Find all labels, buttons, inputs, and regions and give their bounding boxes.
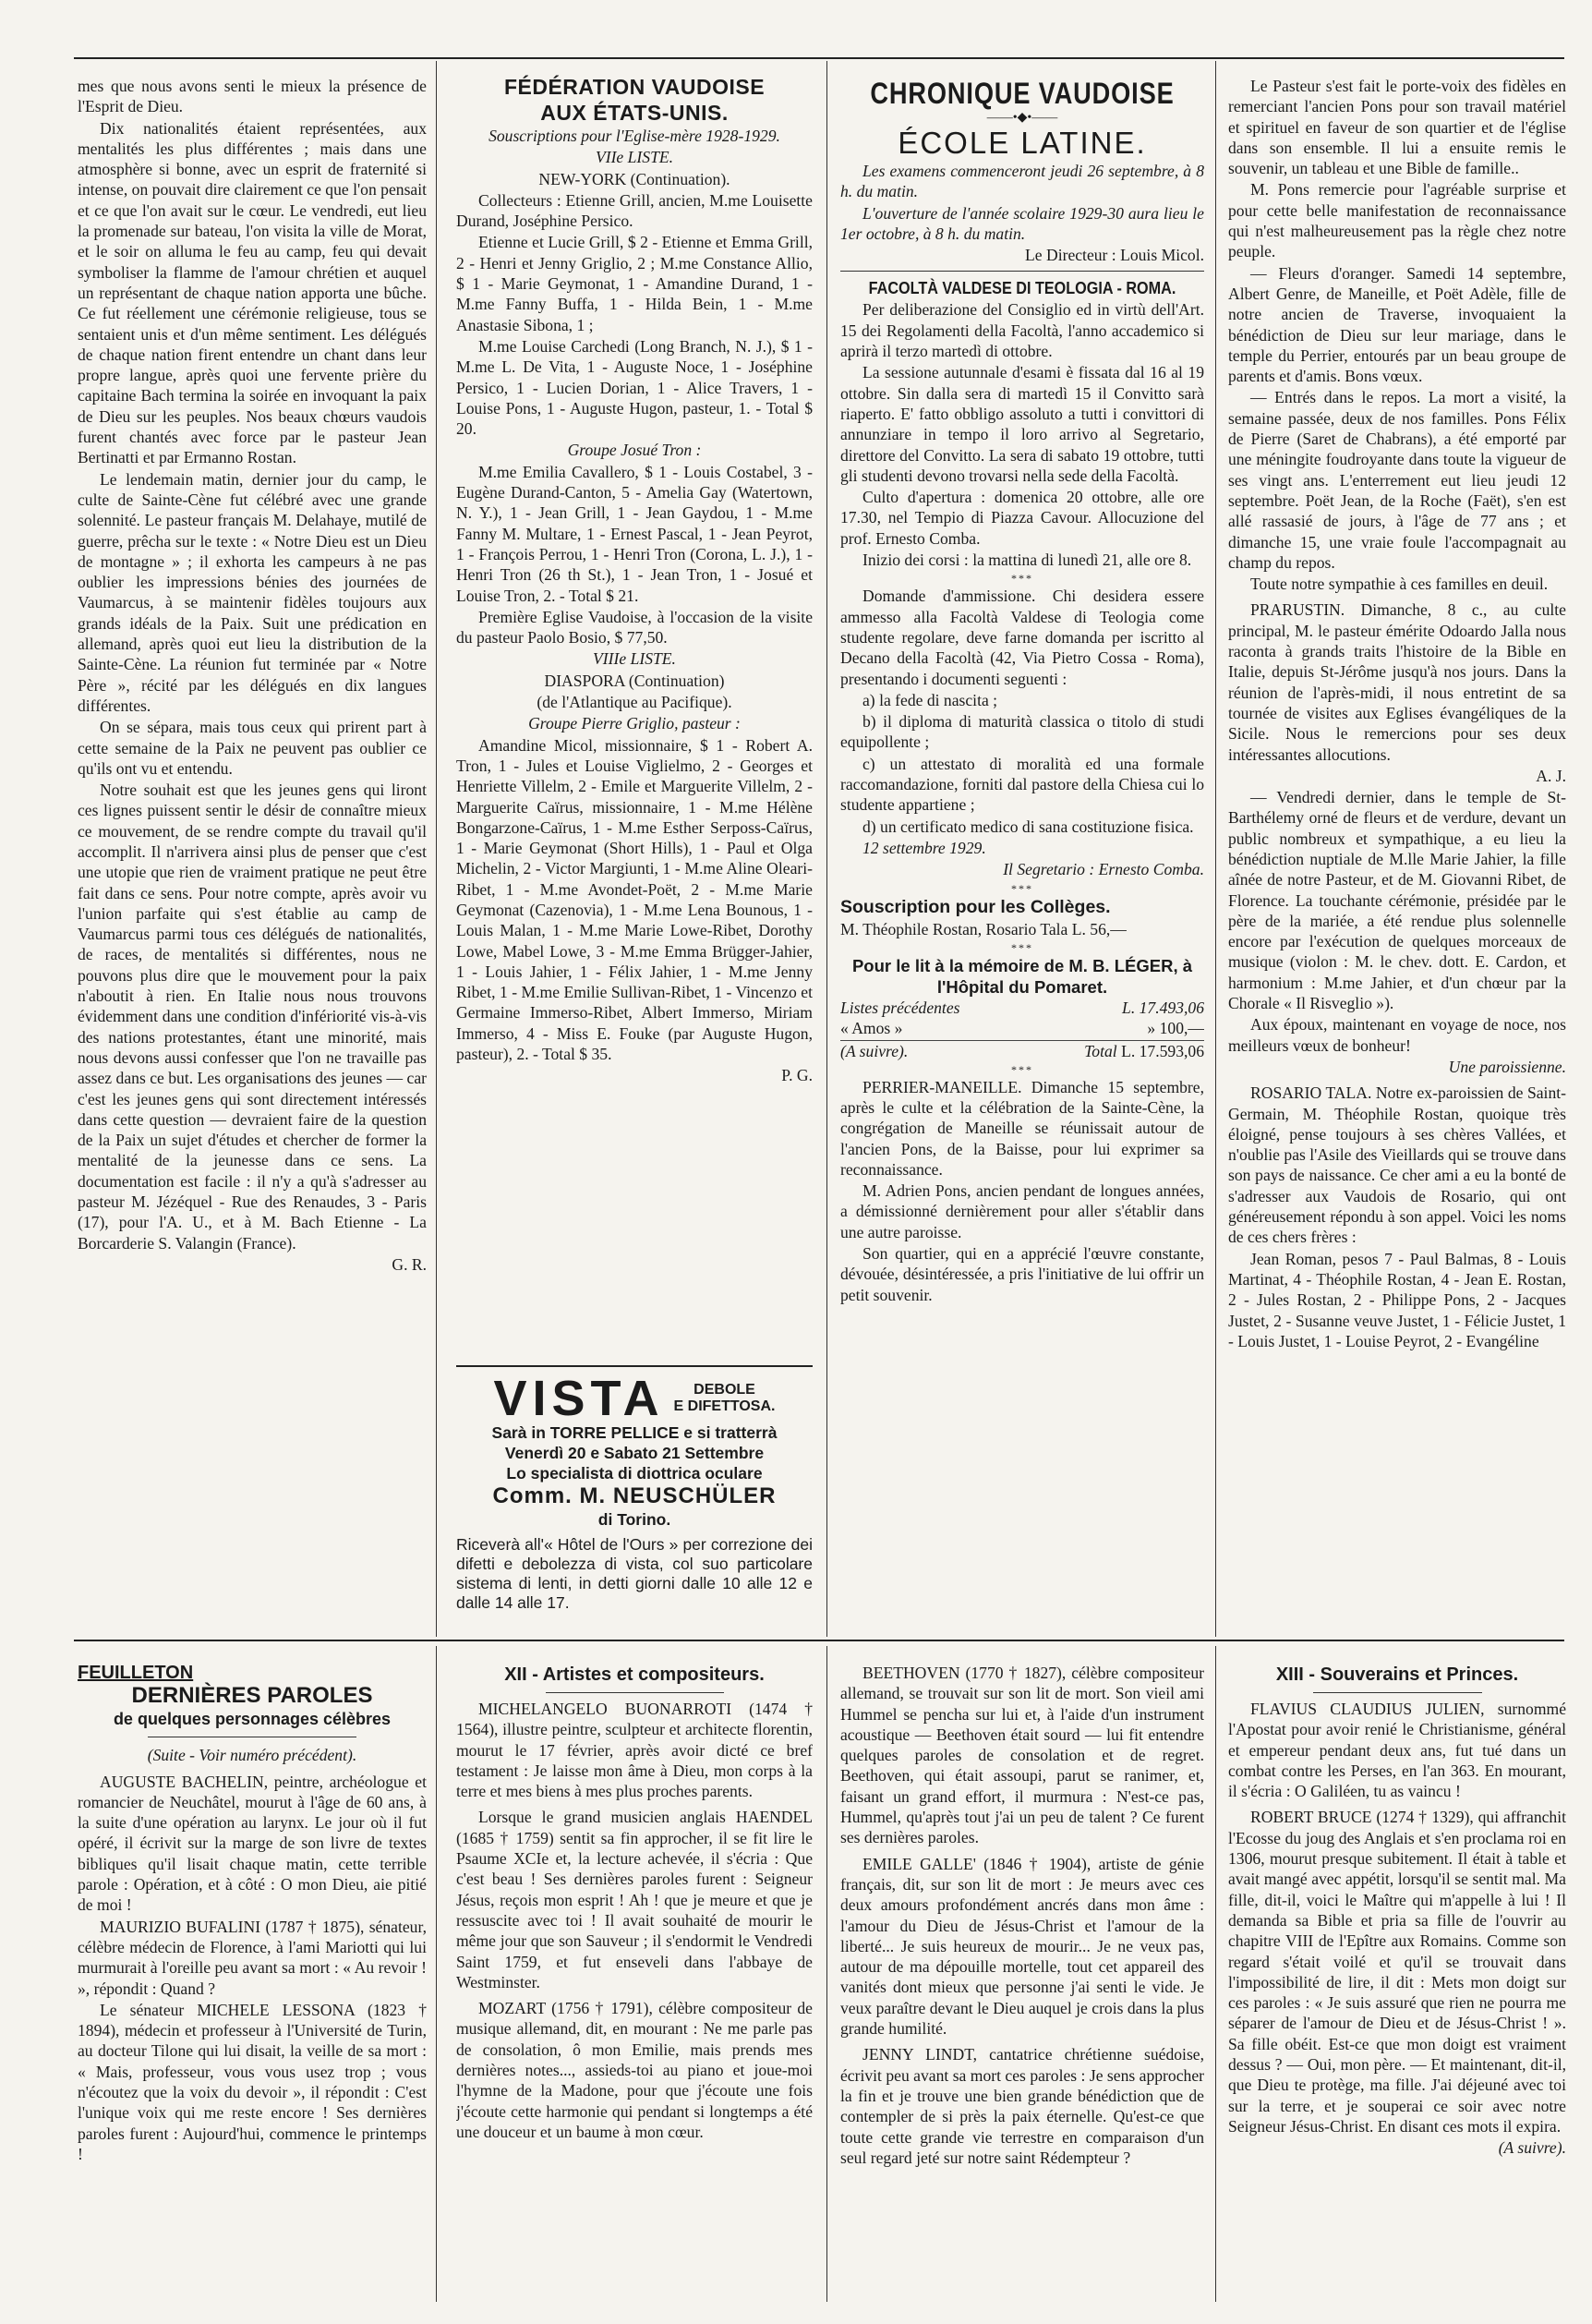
paragraph: Le Pasteur s'est fait le porte-voix des fidèles en remerciant l'ancien Pons pour son travail matériel et spirituel en faveur de son quartier et de l'église dans son ensemble. Il lui a ensuite remis le souvenir, un tableau et une Bible de famille.. [1228, 77, 1566, 178]
souverains-column [1228, 1663, 1566, 2309]
paragraph: BEETHOVEN (1770 † 1827), célèbre compositeur allemand, se trouvait sur son lit de mort. Son vieil ami Hummel se pencha sur lui et, à l'aide d'un instrument acoustique — Beethoven était sourd — lui fit entendre quelques paroles de consolation et de regret. Beethoven, qui était assoupi, parut se ranimer, et, faisant un grand effort, il murmura : N'est-ce pas, Hummel, qu'après tout j'ai un peu de talent ? Ce furent ses dernières paroles. [840, 1664, 1204, 1847]
federation-column [456, 74, 813, 1349]
paragraph: MICHELANGELO BUONARROTI (1474 † 1564), illustre peintre, sculpteur et architecte florentin, mourut le 17 février, après avoir dicté ce bref testament : Je laisse mon âme à Dieu, mon corps à la terre et mes biens à mes plus proches parents. [456, 1700, 813, 1801]
total-row [840, 1040, 1204, 1061]
top-rule [74, 57, 1564, 59]
separator: *** [1011, 881, 1033, 895]
feuilleton-label: FEUILLETON [78, 1663, 194, 1683]
paragraph: Jean Roman, pesos 7 - Paul Balmas, 8 - Louis Martinat, 4 - Théophile Rostan, 4 - Jean E. Rostan, 2 - Jules Rostan, 2 - Philippe Pons, 2 - Jacques Justet, 2 - Susanne veuve Justet, 1 - Félicie Justet, 1 - Louis Justet, 1 - Louise Peyrot, 2 - Evangéline [1228, 1249, 1566, 1350]
list-item: c) un attestato di moralità ed una formale raccomandazione, forniti dal pastore della Chiesa cui lo studente appartiene ; [840, 754, 1204, 815]
separator: *** [1011, 940, 1033, 954]
amount-value: » 100,— [1147, 1019, 1204, 1038]
paragraph: — Fleurs d'oranger. Samedi 14 septembre, Albert Genre, de Maneille, et Poët Adèle, fille de notre ancien de Traverse, invoquaient la bénédiction de Dieu sur leur mariage, dans le temple du Perrier, entourés par un beau groupe de parents et d'amis. Bons vœux. [1228, 263, 1566, 386]
continuation-note: (Suite - Voir numéro précédent). [147, 1746, 357, 1765]
paragraph: M. Pons remercie pour l'agréable surprise et pour cette belle manifestation de reconnaissance qui n'est malheureusement pas la règle chez notre peuple. [1228, 180, 1566, 261]
vista-advertisement [456, 1365, 813, 1635]
ad-headline-sub: DEBOLE [693, 1382, 755, 1398]
paragraph: M.me Louise Carchedi (Long Branch, N. J.), $ 1 - M.me L. De Vita, 1 - Auguste Noce, 1 - Joséphine Persico, 1 - Lucien Dorian, 1 - Alice Travers, 1 - Louise Pons, 1 - Auguste Hugon, pasteur, 1. - Total $ 20. [456, 336, 813, 439]
paragraph: La sessione autunnale d'esami è fissata dal 16 al 19 ottobre. Sin dalla sera di martedì 15 il Convitto sarà riaperto. E' fatto obbligo assoluto a tutti i convittori di annunziare in tempo il loro arrivo al Segretario, direttore del Convitto. La sera di sabato 19 ottobre, tutti gli studenti devono trovarsi nella sede della Facoltà. [840, 363, 1204, 485]
subscription-line: M. Théophile Rostan, Rosario Tala L. 56,— [840, 919, 1127, 938]
amount-row [840, 998, 1204, 1018]
paragraph: Inizio dei corsi : la mattina di lunedì 21, alle ore 8. [862, 551, 1192, 570]
paragraph: Etienne et Lucie Grill, $ 2 - Etienne et Emma Grill, 2 - Henri et Jenny Griglio, 2 ; M.me Constance Allio, $ 1 - Marie Geymonat, 1 - Amandine Durand, 1 - M.me Fanny Buffa, 1 - Hilda Bein, 1 - M.me Anastasie Sibona, 1 ; [456, 233, 813, 334]
list-item: b) il diploma di maturità classica o titolo di studi equipollente ; [840, 712, 1204, 752]
suivre-note: (A suivre). [840, 1042, 909, 1061]
group-heading: Groupe Pierre Griglio, pasteur : [528, 714, 741, 733]
paragraph: mes que nous avons senti le mieux la présence de l'Esprit de Dieu. [78, 77, 427, 116]
location-heading: NEW-YORK (Continuation). [538, 169, 730, 188]
list-item: a) la fede di nascita ; [862, 690, 998, 709]
paragraph: MOZART (1756 † 1791), célèbre compositeur de musique allemand, dit, en mourant : Ne me parle pas de consolation, ô mon Emilie, mais prends mes dernières notes..., assieds-toi au piano et joue-moi l'hymne de la Madone, pour que j'écoute une fois j'écoute cette harmonie qui pendant si longtemps a été une douceur et un baume à mon cœur. [456, 1999, 813, 2141]
column-divider [436, 1646, 437, 2302]
paragraph: M. Adrien Pons, ancien pendant de longues années, a démissionné dernièrement pour aller s'établir dans une autre paroisse. [840, 1181, 1204, 1241]
column-divider [1215, 1646, 1216, 2302]
section-title: AUX ÉTATS-UNIS. [540, 101, 729, 125]
date: 12 settembre 1929. [862, 838, 986, 857]
subtitle: Souscriptions pour l'Eglise-mère 1928-1929. [488, 127, 780, 145]
total-value: L. 17.593,06 [1121, 1042, 1204, 1061]
column-divider [436, 61, 437, 1637]
signature: G. R. [392, 1254, 427, 1274]
ad-specialist-name: Comm. M. NEUSCHÜLER [492, 1483, 777, 1508]
ad-line: di Torino. [597, 1510, 671, 1529]
paragraph: Le sénateur MICHELE LESSONA (1823 † 1894), médecin et professeur à l'Université de Turin, au docteur Tilone qui lui disait, la veille de sa mort : « Mais, professeur, vous vous usez trop ; vous n'écoutez que la voix du devoir », il répondit : C'est l'unique voix qui me reste encore ! Ses dernières paroles furent : Aujourd'hui, commence le printemps ! [78, 2000, 427, 2163]
paragraph: Collecteurs : Etienne Grill, ancien, M.me Louisette Durand, Joséphine Persico. [456, 190, 813, 231]
list-heading: VIIe LISTE. [595, 148, 674, 167]
signature: Il Segretario : Ernesto Comba. [1003, 860, 1204, 879]
signature: A. J. [1536, 766, 1566, 785]
continuation-note: (A suivre). [1498, 2138, 1566, 2158]
paragraph: Toute notre sympathie à ces familles en deuil. [1250, 575, 1549, 594]
signature: P. G. [781, 1066, 813, 1085]
ad-headline-sub: E DIFETTOSA. [673, 1398, 776, 1414]
list-item: d) un certificato medico di sana costituzione fisica. [862, 817, 1194, 836]
amount-value: L. 17.493,06 [1122, 998, 1204, 1017]
separator: *** [1011, 572, 1033, 586]
amount-label: « Amos » [840, 1019, 903, 1038]
paragraph: Culto d'apertura : domenica 20 ottobre, alle ore 17.30, nel Tempio di Piazza Cavour. Allocuzione del prof. Ernesto Comba. [840, 488, 1204, 548]
amount-label: Listes précédentes [840, 998, 960, 1017]
total-label: Total [1084, 1042, 1117, 1061]
paragraph: EMILE GALLE' (1846 † 1904), artiste de génie français, dit, sur son lit de mort : Je meurs avec ces deux amours profondément ancrés dans mon âme : l'amour du Dieu de Jésus-Christ et l'amour de la liberté... Je suis heureux de mourir... Je ne veux pas, autour de ma dépouille mortelle, tout cet appareil des vanités dont mieux que personne j'ai senti le vide. Je veux paraître devant le Dieu auquel je crois dans la plus grande humilité. [840, 1854, 1204, 2039]
article-column-4 [1228, 76, 1566, 1637]
group-heading: Groupe Josué Tron : [567, 441, 702, 460]
paragraph: Les examens commenceront jeudi 26 septembre, à 8 h. du matin. [840, 162, 1204, 201]
section-title: CHRONIQUE VAUDOISE [870, 77, 1175, 110]
signature: Une paroissienne. [1448, 1057, 1566, 1076]
article-title: ÉCOLE LATINE. [898, 126, 1147, 160]
feuilleton-rule [74, 1640, 1564, 1641]
paragraph: Première Eglise Vaudoise, à l'occasion de la visite du pasteur Paolo Bosio, $ 77,50. [456, 607, 813, 648]
paragraph: AUGUSTE BACHELIN, peintre, archéologue et romancier de Neuchâtel, mourut à l'âge de 60 ans, à la suite d'une opération au larynx. Le jour où il fut opéré, il écrivit sur la marge de son livre de textes bibliques qu'il lisait chaque matin, cette terrible parole : Opération, et à côté : O mon Dieu, aie pitié de moi ! [78, 1772, 427, 1915]
paragraph: Notre souhait est que les jeunes gens qui liront ces lignes puissent sentir le désir de connaître mieux ce mouvement, de se rendre compte du travail qu'il accomplit. Il n'arrivera ainsi plus de penser que c'est une utopie que rien de vraiment pratique ne peut être fait dans ce sens. Pour notre compte, après avoir vu l'union parfaite qui s'est établie au camp de Vaumarcus parmi tous ces délégués de nationalités, de races, de mentalités si différentes, nous ne pouvons plus dire que le mouvement pour la paix n'aboutit à rien. En Italie nous nous trouvons évidemment dans une condition d'infériorité vis-à-vis des nations protestantes, étant une minorité, mais nous devons aussi confesser que l'on ne travaille pas assez dans ce but. Les organisations des jeunes — car c'est les jeunes gens qui sont directement intéressés dans cette question — devraient faire de la question de la Paix un sujet d'études et chercher de former la mentalité de la jeunesse dans ce sens. La documentation est facile : il n'y a qu'à s'adresser au pasteur M. Jézéquel - Rue des Renaudes, 3 - Paris (17), pour l'A. U., et à M. Bach Etienne - La Borcarderie S. Valangin (France). [78, 781, 427, 1253]
paragraph: FLAVIUS CLAUDIUS JULIEN, surnommé l'Apostat pour avoir renié le Christianisme, général et empereur pendant deux ans, fut tué dans un combat contre les Perses, en l'an 363. En mourant, il s'écria : O Galiléen, tu as vaincu ! [1228, 1700, 1566, 1801]
signature: Le Directeur : Louis Micol. [1025, 246, 1204, 265]
paragraph: — Vendredi dernier, dans le temple de St-Barthélemy orné de fleurs et de verdure, devant un public nombreux et sympathique, a eu lieu la bénédiction nuptiale de M.lle Marie Jahier, la fille aînée de notre Pasteur, et de M. Giovanni Ribet, de Florence. La touchante cérémonie, présidée par le père de la mariée, a été rendue plus solennelle encore par l'exécution de quelques morceaux de musique (violon : M. le chev. dott. E. Cardon, et harmonium : M.me Jahier, et d'un chœur par la Chorale « Il Risveglio »). [1228, 788, 1566, 1013]
column-divider [1215, 61, 1216, 1637]
location-subheading: (de l'Atlantique au Pacifique). [537, 693, 732, 712]
paragraph: Aux époux, maintenant en voyage de noce, nos meilleurs vœux de bonheur! [1228, 1015, 1566, 1055]
ad-headline: VISTA [493, 1371, 665, 1426]
chronique-column [840, 76, 1204, 1637]
paragraph: Per deliberazione del Consiglio ed in virtù dell'Art. 15 dei Regolamenti della Facoltà, l'anno accademico si aprirà il terzo martedì di ottobre. [840, 300, 1204, 361]
list-heading: VIIIe LISTE. [593, 649, 676, 669]
paragraph: MAURIZIO BUFALINI (1787 † 1875), sénateur, célèbre médecin de Florence, à l'ami Mariotti qui lui murmurait à l'oreille peu avant sa mort : « Au revoir ! », répondit : Quand ? [78, 1917, 427, 1998]
paragraph: PRARUSTIN. Dimanche, 8 c., au culte principal, M. le pasteur émérite Odoardo Jalla nous raconta à grands traits l'histoire de la Bible en Italie, depuis St-Jérôme jusqu'à nos jours. Dans la réunion de l'après-midi, il nous entretint de sa tournée de visites aux Eglises évangéliques de la Sicile. Nous le remercions pour ses deux intéressantes allocutions. [1228, 600, 1566, 764]
beethoven-column [840, 1663, 1204, 2309]
feuilleton-column [78, 1663, 427, 2309]
ad-body: Riceverà all'« Hôtel de l'Ours » per correzione dei difetti e debolezza di vista, col suo particolare sistema di lenti, in detti giorni dalle 10 alle 12 e dalle 14 alle 17. [456, 1535, 813, 1612]
paragraph: — Entrés dans le repos. La mort a visité, la semaine passée, deux de nos familles. Pons Félix de Pierre (Saret de Chabrans), a été emporté par une méningite foudroyante dans toute la vigueur de ses vingt ans. L'enterrement eut lieu jeudi 12 septembre. Poët Jean, de la Roche (Faët), s'en est allé rassasié de jours, à l'âge de 77 ans ; et dimanche 15, une vraie foule l'accompagnait au champ du repos. [1228, 388, 1566, 572]
paragraph: Domande d'ammissione. Chi desidera essere ammesso alla Facoltà Valdese di Teologia come studente regolare, deve farne domanda per iscritto al Decano della Facoltà (42, Via Pietro Cossa - Roma), presentando i documenti seguenti : [840, 587, 1204, 688]
feuilleton-title: DERNIÈRES PAROLES [131, 1683, 373, 1709]
article-title: Souscription pour les Collèges. [840, 896, 1111, 917]
paragraph: PERRIER-MANEILLE. Dimanche 15 septembre, après le culte et la célébration de la Sainte-Cène, la congrégation de Maneille se réunissait autour de l'ancien Pons, de la Baisse, pour lui exprimer sa reconnaissance. [840, 1077, 1204, 1179]
ad-line: Sarà in TORRE PELLICE e si tratterrà [491, 1423, 778, 1442]
ornament: ——•◆•—— [986, 111, 1058, 125]
paragraph: Son quartier, qui en a apprécié l'œuvre constante, dévouée, désintéressée, a pris l'initiative de lui offrir un petit souvenir. [840, 1244, 1204, 1304]
section-title: XII - Artistes et compositeurs. [504, 1664, 765, 1685]
section-title: XIII - Souverains et Princes. [1275, 1664, 1519, 1685]
article-title: FACOLTÀ VALDESE DI TEOLOGIA - ROMA. [868, 279, 1176, 298]
ad-line: Venerdì 20 e Sabato 21 Settembre [504, 1444, 765, 1462]
column-divider [826, 1646, 827, 2302]
feuilleton-subtitle: de quelques personnages célèbres [113, 1710, 392, 1729]
section-title: FÉDÉRATION VAUDOISE [503, 75, 766, 99]
artistes-column [456, 1663, 813, 2309]
paragraph: L'ouverture de l'année scolaire 1929-30 aura lieu le 1er octobre, à 8 h. du matin. [840, 203, 1204, 243]
paragraph: Le lendemain matin, dernier jour du camp, le culte de Sainte-Cène fut célébré avec une grande solennité. Le pasteur français M. Delahaye, mutilé de guerre, prêcha sur le texte : « Notre Dieu est un Dieu de montagne » ; il exhorta les campeurs à ne pas oublier les impressions bénies des journées de Vaumarcus, à se maintenir fidèles toujours aux grands idéals de la Paix. Suit une prédication en allemand, après quoi eut lieu la distribution de la Sainte-Cène. La réunion fut terminée par « Notre Père », récité par les délégués en dix langues différentes. [78, 469, 427, 715]
paragraph: ROSARIO TALA. Notre ex-paroissien de Saint-Germain, M. Théophile Rostan, quoique très éloigné, pense toujours à ses chères Vallées, et n'oublie pas l'Asile des Vieillards qui se trouve dans son pays de naissance. Ce cher ami a eu la bonté de s'adresser aux Vaudois de Rosario, qui ont généreusement répondu à son appel. Voici les noms de ces chers frères : [1228, 1083, 1566, 1247]
location-heading: DIASPORA (Continuation) [544, 671, 725, 690]
paragraph: On se sépara, mais tous ceux qui prirent part à cette semaine de la Paix ne peuvent pas oublier ce qu'ils ont vu et entendu. [78, 718, 427, 778]
paragraph: ROBERT BRUCE (1274 † 1329), qui affranchit l'Ecosse du joug des Anglais et s'en proclama roi en 1306, mourut presque subitement. Il était à table et avait mangé avec appétit, lorsqu'il se sentit mal. Ma fille, dit-il, voici le Maître qui m'appelle à lui ! Il demanda sa Bible et pria sa fille de l'ouvrir au chapitre VIII de l'Epître aux Romains. Comme son regard s'était voilé et qu'il se trouvait dans l'impossibilité de lire, il dit : Mets mon doigt sur ces paroles : « Je suis assuré que rien ne pourra me séparer de l'amour de Dieu et de Jésus-Christ ! ». Sa fille obéit. Est-ce que mon doigt est vraiment dessus ? — Oui, mon père. — Et maintenant, dit-il, que Dieu te protège, ma fille. J'ai déjeuné avec toi sur la terre, et je souperai ce soir avec notre Seigneur Jésus-Christ. En disant ces mots il expira. [1228, 1808, 1566, 2136]
ad-line: Lo specialista di diottrica oculare [506, 1464, 763, 1483]
column-divider [826, 61, 827, 1637]
paragraph: JENNY LINDT, cantatrice chrétienne suédoise, écrivit peu avant sa mort ces paroles : Je sens approcher la fin et je trouve une bien grande bénédiction que de contempler de si près la paix éternelle. Qu'est-ce que toute cette grande vie terrestre en comparaison d'un seul regard jeté sur notre saint Rédempteur ? [840, 2045, 1204, 2167]
paragraph: Amandine Micol, missionnaire, $ 1 - Robert A. Tron, 1 - Jules et Louise Viglielmo, 2 - Georges et Henriette Villelm, 2 - Emile et Marguerite Villelm, 2 - Marguerite Caïrus, missionnaire, 1 - M.me Hélène Bongarzone-Caïrus, 1 - M.me Esther Serposs-Caïrus, 1 - Marie Geymonat (Short Hills), 1 - Paul et Olga Michelin, 2 - Victor Margiunti, 1 - M.me Aline Oleari-Ribet, 1 - M.me Avondet-Poët, 2 - M.me Marie Geymonat (Cazenovia), 1 - M.me Lena Bounous, 1 - Louis Malan, 1 - M.me Marie Lowe-Ribet, Dorothy Lowe, Mabel Lowe, 3 - M.me Emma Brügger-Jahier, 1 - Louis Jahier, 1 - Félix Jahier, 1 - M.me Jenny Ribet, 1 - M.me Emilie Sullivan-Ribet, 1 - Vincenzo et Germaine Immerso-Ribet, Albert Immerso, Miriam Immerso, 4 - Miss E. Fouke (par Auguste Hugon, pasteur), 2. - Total $ 35. [456, 735, 813, 1064]
amount-row [840, 1018, 1204, 1038]
article-column-1 [78, 76, 427, 1637]
paragraph: Dix nationalités étaient représentées, aux mentalités les plus différentes ; mais dans une atmosphère si bonne, avec un esprit de fraternité si intense, on pouvait dire clairement ce que l'on pensait et ce que l'on avait sur le cœur. Le vendredi, eut lieu la promenade sur bateau, l'on visita la ville de Morat, et le soir on alluma le feu au camp, feu qui devait symboliser la flamme de l'amour chrétien et auquel un représentant de chaque nation apporta une bûche. Ce fut réellement une cérémonie religieuse, tous se sentaient unis et d'un même sentiment. Les délégués de chaque nation firent entendre un chant dans leur propre langue, après quoi une fervente prière du capitaine Bach termina la soirée en invoquant la paix de Dieu sur les peuples. Nos beaux chœurs vaudois furent chantés avec force par le pasteur Jean Bertinatti et par Ermanno Rostan. [78, 118, 427, 467]
paragraph: M.me Emilia Cavallero, $ 1 - Louis Costabel, 3 - Eugène Durand-Canton, 5 - Amelia Gay (Watertown, N. Y.), 1 - Jean Grill, 1 - Jean Gaydou, 1 - M.me Fanny M. Multare, 1 - Ernest Pascal, 1 - Jean Peyrot, 1 - François Perrou, 1 - Henri Tron (Corona, L. J.), 1 - Henri Tron (26 th St.), 1 - Jean Tron, 1 - Josué et Louise Tron, 2. - Total $ 21. [456, 462, 813, 605]
article-title: Pour le lit à la mémoire de M. B. LÉGER, à l'Hôpital du Pomaret. [851, 955, 1193, 997]
separator: *** [1011, 1062, 1033, 1076]
paragraph: Lorsque le grand musicien anglais HAENDEL (1685 † 1759) sentit sa fin approcher, il se fit lire le Psaume XCIe et, la lecture achevée, il s'écria : Que c'est beau ! Ses dernières paroles furent : Seigneur Jésus, reçois mon esprit ! Ah ! que je meure et que je ressuscite avec toi ! Il avait souhaité de mourir le même jour que son Sauveur ; il s'endormit le Vendredi Saint 1759, et fut enseveli dans l'abbaye de Westminster. [456, 1808, 813, 1991]
